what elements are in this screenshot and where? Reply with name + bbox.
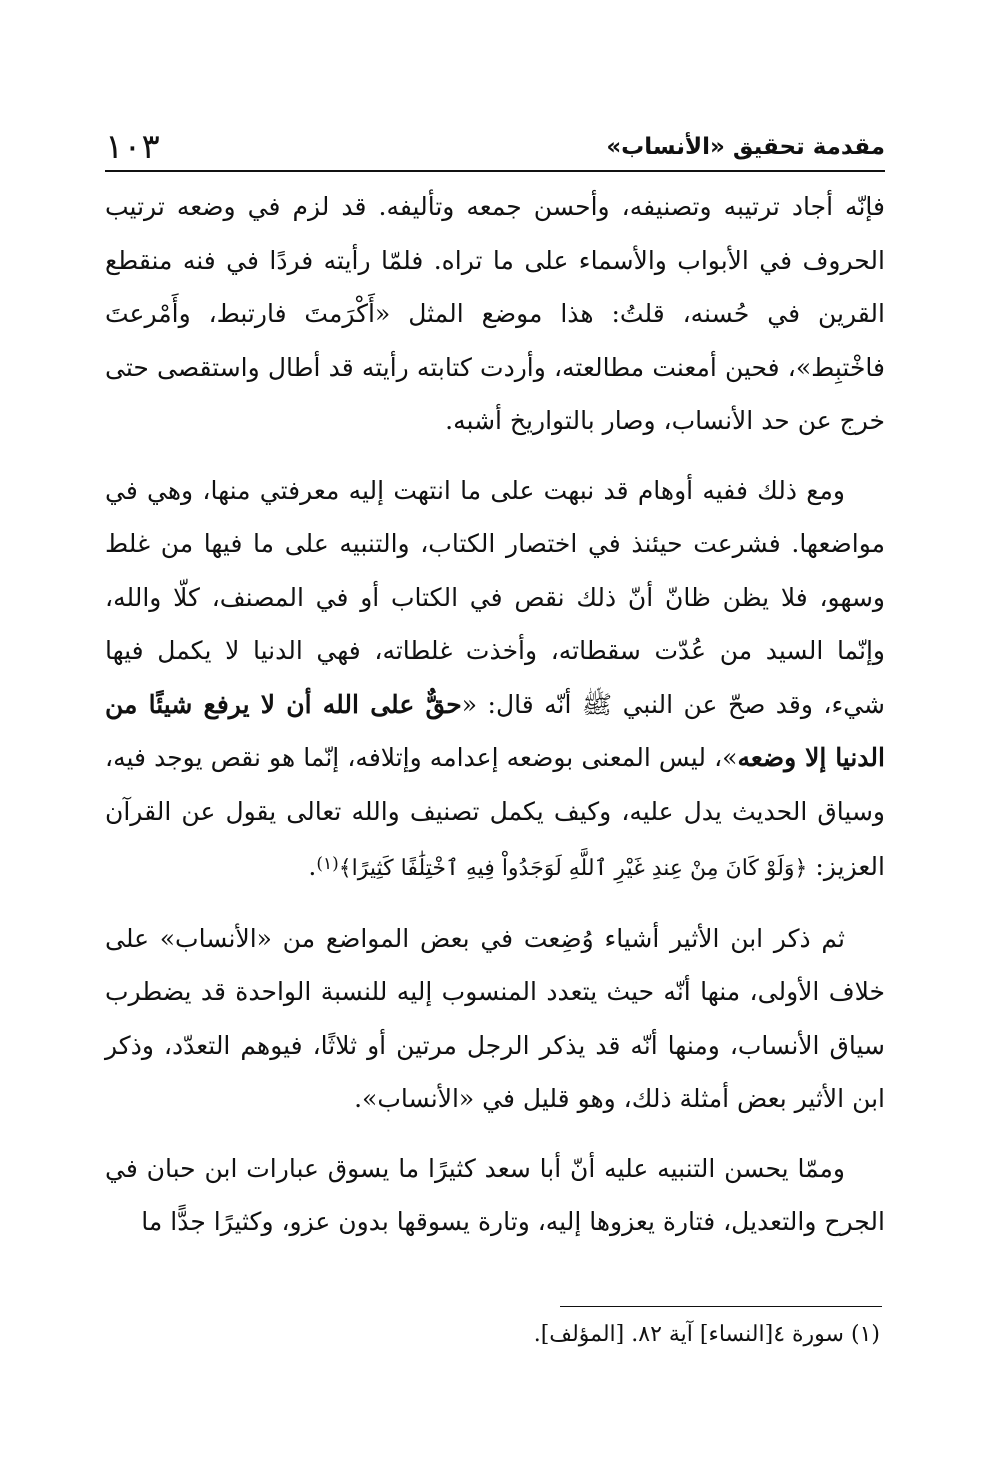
page-number: ١٠٣ xyxy=(105,127,160,167)
footnote-text: سورة ٤[النساء] آية ٨٢. [المؤلف]. xyxy=(533,1322,844,1347)
paragraph-2 xyxy=(105,464,885,896)
paragraph-2-part-b: »، ليس المعنى بوضعه إعدامه وإتلافه، إنّما هو نقص يوجد فيه، وسياق الحديث يدل عليه، وكيف يكمل تصنيف والله تعالى يقول عن القرآن العزيز: xyxy=(105,743,885,881)
footnote xyxy=(105,1318,880,1352)
paragraph-1: فإنّه أجاد ترتيبه وتصنيفه، وأحسن جمعه وتأليفه. قد لزم في وضعه ترتيب الحروف في الأبواب والأسماء على ما تراه. فلمّا رأيته فردًا في فنه منقطع القرين في حُسنه، قلتُ: هذا موضع المثل «أَكْرَمتَ فارتبط، وأَمْرعتَ فاخْتبِط»، فحين أمعنت مطالعته، وأردت كتابته رأيته قد أطال واستقصى حتى خرج عن حد الأنساب، وصار بالتواريخ أشبه. xyxy=(105,192,885,435)
page-header xyxy=(105,112,885,167)
paragraph-2-part-a: ومع ذلك ففيه أوهام قد نبهت على ما انتهت إليه معرفتي منها، وهي في مواضعها. فشرعت حيئنذ في اختصار الكتاب، والتنبيه على ما فيها من غلط وسهو، فلا يظن ظانّ أنّ ذلك نقص في الكتاب أو في المصنف، كلّا والله، وإنّما السيد من عُدّت سقطاته، وأخذت غلطاته، فهي الدنيا لا يكمل فيها شيء، وقد صحّ عن النبي ﷺ أنّه قال: « xyxy=(105,475,886,719)
header-rule xyxy=(105,170,885,172)
footnote-reference[interactable]: (١) xyxy=(316,854,339,874)
hadith-quote: حقٌّ على الله أن لا يرفع شيئًا من الدنيا إلا وضعه xyxy=(105,689,885,772)
footnote-rule xyxy=(560,1306,882,1307)
paragraph-4: وممّا يحسن التنبيه عليه أنّ أبا سعد كثيرًا ما يسوق عبارات ابن حبان في الجرح والتعديل، فتارة يعزوها إليه، وتارة يسوقها بدون عزو، وكثيرًا جدًّا ما xyxy=(105,1153,885,1236)
footnote-marker: (١) xyxy=(850,1322,880,1347)
main-text xyxy=(105,180,885,1249)
paragraph-3: ثم ذكر ابن الأثير أشياء وُضِعت في بعض المواضع من «الأنساب» على خلاف الأولى، منها أنّه حيث يتعدد المنسوب إليه للنسبة الواحدة قد يضطرب سياق الأنساب، ومنها أنّه قد يذكر الرجل مرتين أو ثلاثًا، فيوهم التعدّد، وذكر ابن الأثير بعض أمثلة ذلك، وهو قليل في «الأنساب». xyxy=(105,923,885,1113)
paragraph-2-end: . xyxy=(308,852,317,881)
running-title: مقدمة تحقيق «الأنساب» xyxy=(606,134,885,160)
quran-verse: ﴿وَلَوْ كَانَ مِنْ عِندِ غَيْرِ ٱللَّهِ لَوَجَدُواْ فِيهِ ٱخْتِلَٰفًا كَثِيرًا﴾ xyxy=(338,856,808,881)
